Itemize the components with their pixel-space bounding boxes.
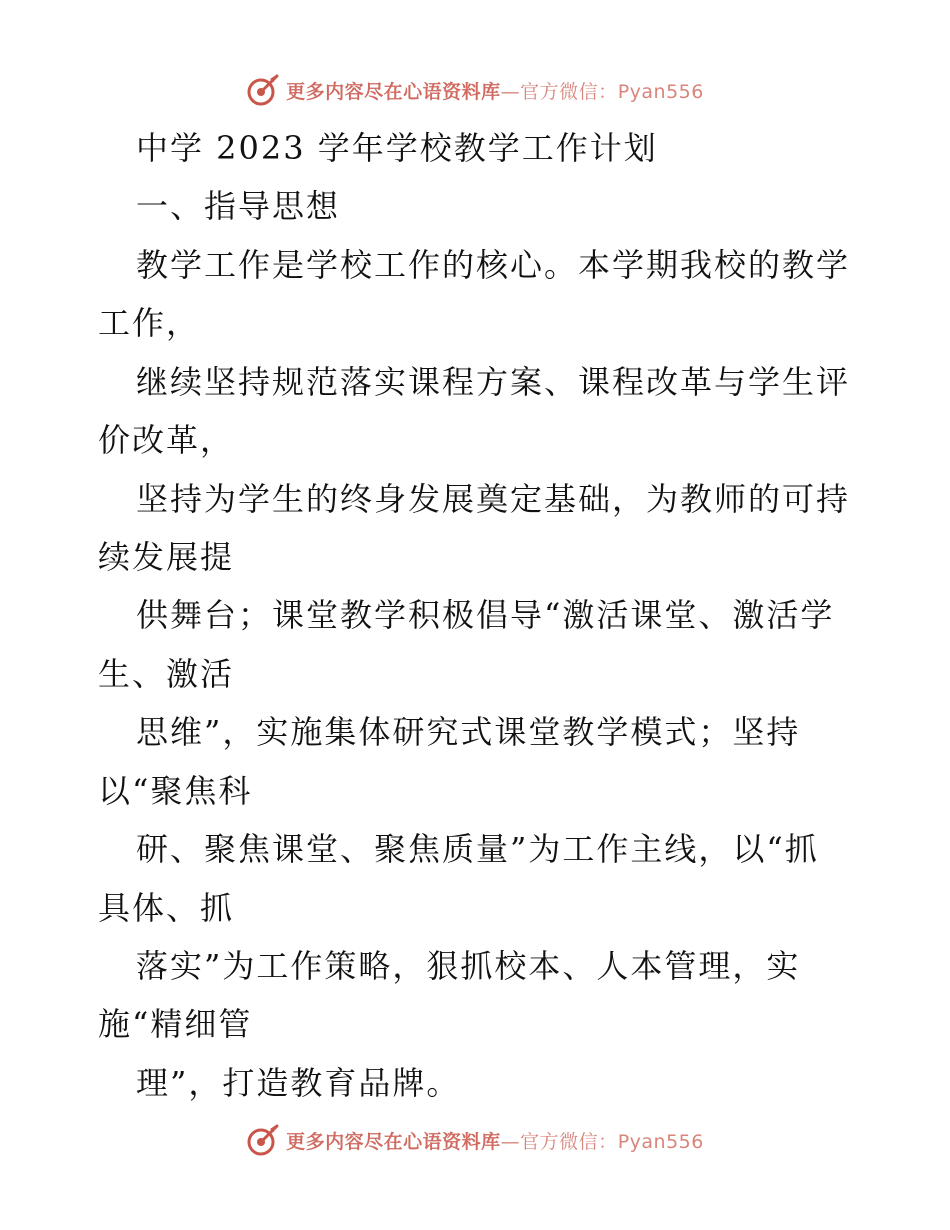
paragraph-line: 生、激活 [98,655,235,693]
paragraph-line: 价改革， [98,421,235,459]
watermark-separator: — [500,1130,521,1153]
paragraph-line: 供舞台；课堂教学积极倡导“激活课堂、激活学 [136,596,835,634]
paragraph-line: 思维”，实施集体研究式课堂教学模式；坚持 [136,713,801,751]
watermark-wechat-id: Pyan556 [617,80,704,103]
paragraph-line: 具体、抓 [98,889,235,927]
watermark-brand: 更多内容尽在心语资料库 [286,1130,501,1153]
paragraph-line: 落实”为工作策略，狠抓校本、人本管理，实 [136,947,801,985]
watermark-brand: 更多内容尽在心语资料库 [286,80,501,103]
watermark-wechat-id: Pyan556 [617,1130,704,1153]
document-title: 中学 2023 学年学校教学工作计划 [136,129,658,167]
paragraph-line: 坚持为学生的终身发展奠定基础，为教师的可持 [136,480,851,518]
watermark-wechat-label: 官方微信： [520,1130,618,1153]
paragraph-line: 工作， [98,304,201,342]
watermark-group [246,73,704,107]
paragraph-line: 研、聚焦课堂、聚焦质量”为工作主线，以“抓 [136,830,819,868]
paragraph-line: 继续坚持规范落实课程方案、课程改革与学生评 [136,363,851,401]
paragraph-line: 理”，打造教育品牌。 [136,1064,461,1102]
footer-watermark [0,1120,950,1160]
watermark-group [246,1123,704,1157]
paragraph-line: 续发展提 [98,538,235,576]
section-heading: 一、指导思想 [136,187,341,225]
watermark-text [286,77,704,104]
paragraph-line: 教学工作是学校工作的核心。本学期我校的教学 [136,246,851,284]
watermark-text [286,1127,704,1154]
paragraph-line: 施“精细管 [98,1005,253,1043]
quill-pen-logo-icon [246,73,280,107]
watermark-separator: — [500,80,521,103]
paragraph-line: 以“聚焦科 [98,772,253,810]
header-watermark [0,70,950,110]
quill-pen-logo-icon [246,1123,280,1157]
watermark-wechat-label: 官方微信： [520,80,618,103]
